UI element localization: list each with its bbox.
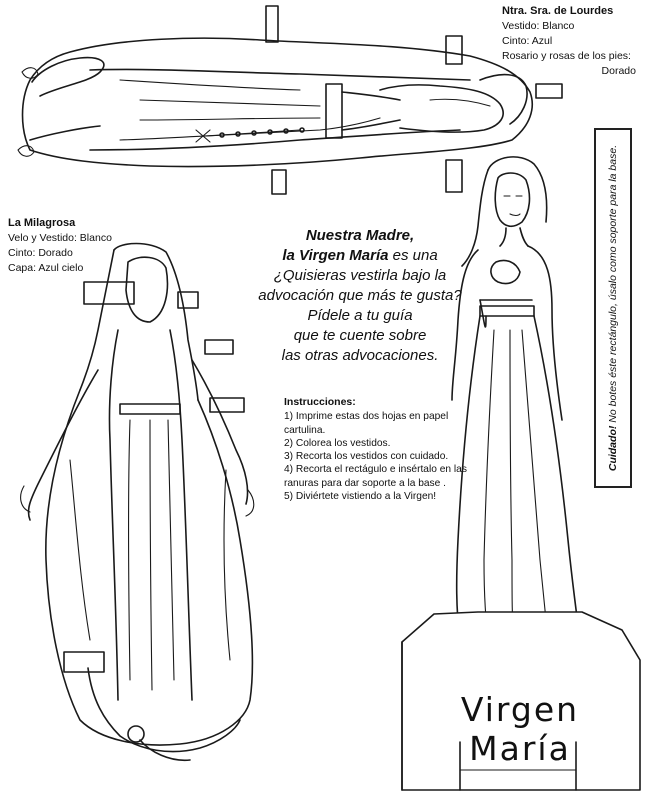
message-line: ¿Quisieras vestirla bajo la (273, 267, 447, 284)
instructions-title: Instrucciones: (284, 396, 356, 408)
base-label: Virgen María (460, 690, 580, 768)
warning-rest: No botes éste rectángulo, úsalo como soporte para la base. (607, 144, 619, 426)
lourdes-line: Cinto: Azul (502, 35, 553, 47)
lourdes-line: Vestido: Blanco (502, 20, 575, 32)
warning-bold: Cuidado! (607, 425, 619, 472)
warning-text (607, 138, 619, 478)
support-rectangle (594, 128, 632, 488)
instruction-step: 3) Recorta los vestidos con cuidado. (284, 451, 449, 463)
instruction-step: 2) Colorea los vestidos. (284, 437, 391, 449)
message-line: es una (388, 247, 438, 264)
message-line: Nuestra Madre, (305, 227, 415, 244)
message-line: Pídele a tu guía (307, 307, 413, 324)
lourdes-line: Dorado (601, 65, 636, 77)
message-line: que te cuente sobre (293, 327, 427, 344)
message-line: advocación que más te gusta? (258, 287, 462, 304)
milagrosa-line: Capa: Azul cielo (8, 262, 84, 274)
milagrosa-line: Velo y Vestido: Blanco (8, 232, 112, 244)
milagrosa-line: Cinto: Dorado (8, 247, 73, 259)
instruction-step: 1) Imprime estas dos hojas en papel cartulina. (284, 411, 449, 436)
instruction-step: 4) Recorta el rectágulo e insértalo en las ranuras para dar soporte a la base . (284, 464, 467, 489)
lourdes-line: Rosario y rosas de los pies: (502, 50, 631, 62)
instruction-step: 5) Diviértete vistiendo a la Virgen! (284, 491, 437, 503)
message-line: las otras advocaciones. (281, 347, 439, 364)
lourdes-title: Ntra. Sra. de Lourdes (502, 5, 614, 17)
message-line-bold: la Virgen María (282, 247, 389, 264)
milagrosa-title: La Milagrosa (8, 217, 76, 229)
